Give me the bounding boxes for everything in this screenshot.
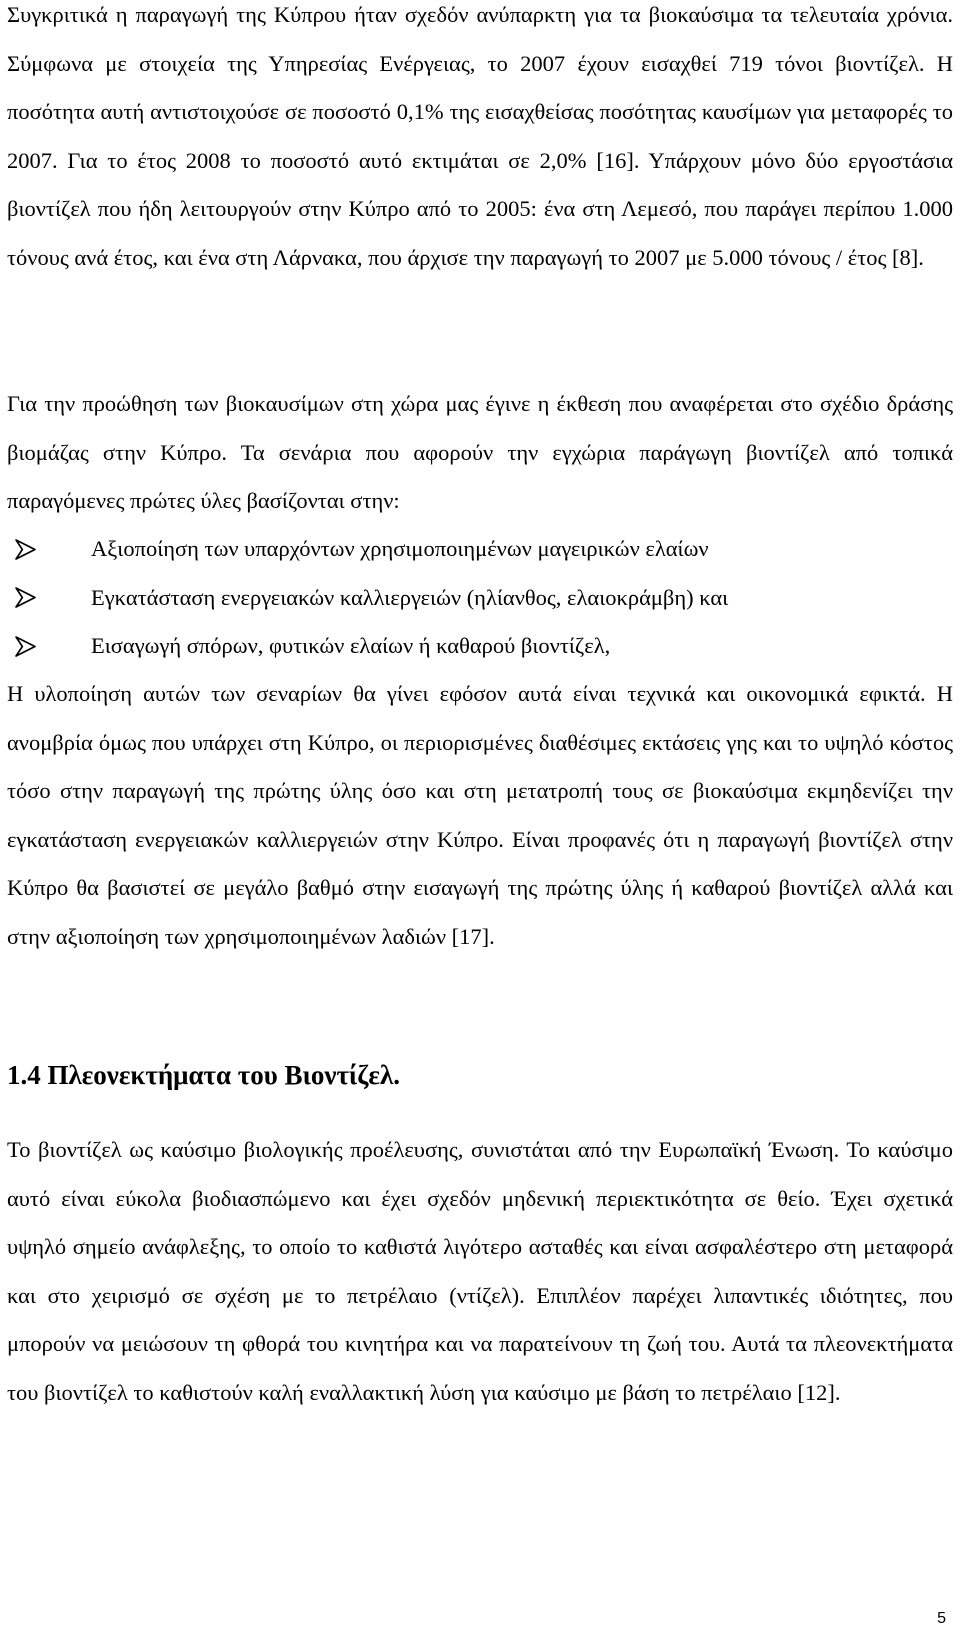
list-item (7, 525, 953, 574)
section-heading: 1.4 Πλεονεκτήματα του Βιοντίζελ. (7, 1060, 400, 1090)
scenario-bullet-list (7, 525, 953, 671)
paragraph-advantages: Το βιοντίζελ ως καύσιμο βιολογικής προέλευσης, συνιστάται από την Ευρωπαϊκή Ένωση. Το καύσιμο αυτό είναι εύκολα βιοδιασπώμενο και έχει σχεδόν μηδενική περιεκτικότητα σε θείο. Έχει σχετικά υψηλό σημείο ανάφλεξης, το οποίο το καθιστά λιγότερο ασταθές και είναι ασφαλέστερο στη μεταφορά και στο χειρισμό σε σχέση με το πετρέλαιο (ντίζελ). Επιπλέον παρέχει λιπαντικές ιδιότητες, που μπορούν να μειώσουν τη φθορά του κινητήρα και να παρατείνουν τη ζωή του. Αυτά τα πλεονεκτήματα του βιοντίζελ το καθιστούν καλή εναλλακτική λύση για καύσιμο με βάση το πετρέλαιο [12]. (7, 1137, 953, 1405)
list-item-text: Αξιοποίηση των υπαρχόντων χρησιμοποιημένων μαγειρικών ελαίων (91, 536, 709, 562)
arrowhead-bullet-icon (7, 574, 55, 623)
arrowhead-bullet-icon (7, 622, 55, 671)
list-item-text: Εγκατάσταση ενεργειακών καλλιεργειών (ηλίανθος, ελαιοκράμβη) και (91, 584, 729, 610)
paragraph-cyprus-production: Συγκριτικά η παραγωγή της Κύπρου ήταν σχεδόν ανύπαρκτη για τα βιοκαύσιμα τα τελευταία χρόνια. Σύμφωνα με στοιχεία της Υπηρεσίας Ενέργειας, το 2007 έχουν εισαχθεί 719 τόνοι βιοντίζελ. Η ποσότητα αυτή αντιστοιχούσε σε ποσοστό 0,1% της εισαχθείσας ποσότητας καυσίμων για μεταφορές το 2007. Για το έτος 2008 το ποσοστό αυτό εκτιμάται σε 2,0% [16]. Υπάρχουν μόνο δύο εργοστάσια βιοντίζελ που ήδη λειτουργούν στην Κύπρο από το 2005: ένα στη Λεμεσό, που παράγει περίπου 1.000 τόνους ανά έτος, και ένα στη Λάρνακα, που άρχισε την παραγωγή το 2007 με 5.000 τόνους / έτος [8]. (7, 2, 953, 270)
list-item (7, 574, 953, 623)
arrowhead-bullet-icon (7, 525, 55, 574)
list-item (7, 622, 953, 671)
paragraph-biofuel-promotion: Για την προώθηση των βιοκαυσίμων στη χώρα μας έγινε η έκθεση που αναφέρεται στο σχέδιο δράσης βιομάζας στην Κύπρο. Τα σενάρια που αφορούν την εγχώρια παράγωγη βιοντίζελ από τοπικά παραγόμενες πρώτες ύλες βασίζονται στην: (7, 391, 953, 513)
paragraph-implementation: Η υλοποίηση αυτών των σεναρίων θα γίνει εφόσον αυτά είναι τεχνικά και οικονομικά εφικτά. Η ανομβρία όμως που υπάρχει στη Κύπρο, οι περιορισμένες διαθέσιμες εκτάσεις γης και το υψηλό κόστος τόσο στην παραγωγή της πρώτης ύλης όσο και στη μετατροπή τους σε βιοκαύσιμα εκμηδενίζει την εγκατάσταση ενεργειακών καλλιεργειών στην Κύπρο. Είναι προφανές ότι η παραγωγή βιοντίζελ στην Κύπρο θα βασιστεί σε μεγάλο βαθμό στην εισαγωγή της πρώτης ύλης ή καθαρού βιοντίζελ αλλά και στην αξιοποίηση των χρησιμοποιημένων λαδιών [17]. (7, 681, 953, 949)
page-number: 5 (937, 1610, 946, 1627)
list-item-text: Εισαγωγή σπόρων, φυτικών ελαίων ή καθαρού βιοντίζελ, (91, 633, 611, 659)
